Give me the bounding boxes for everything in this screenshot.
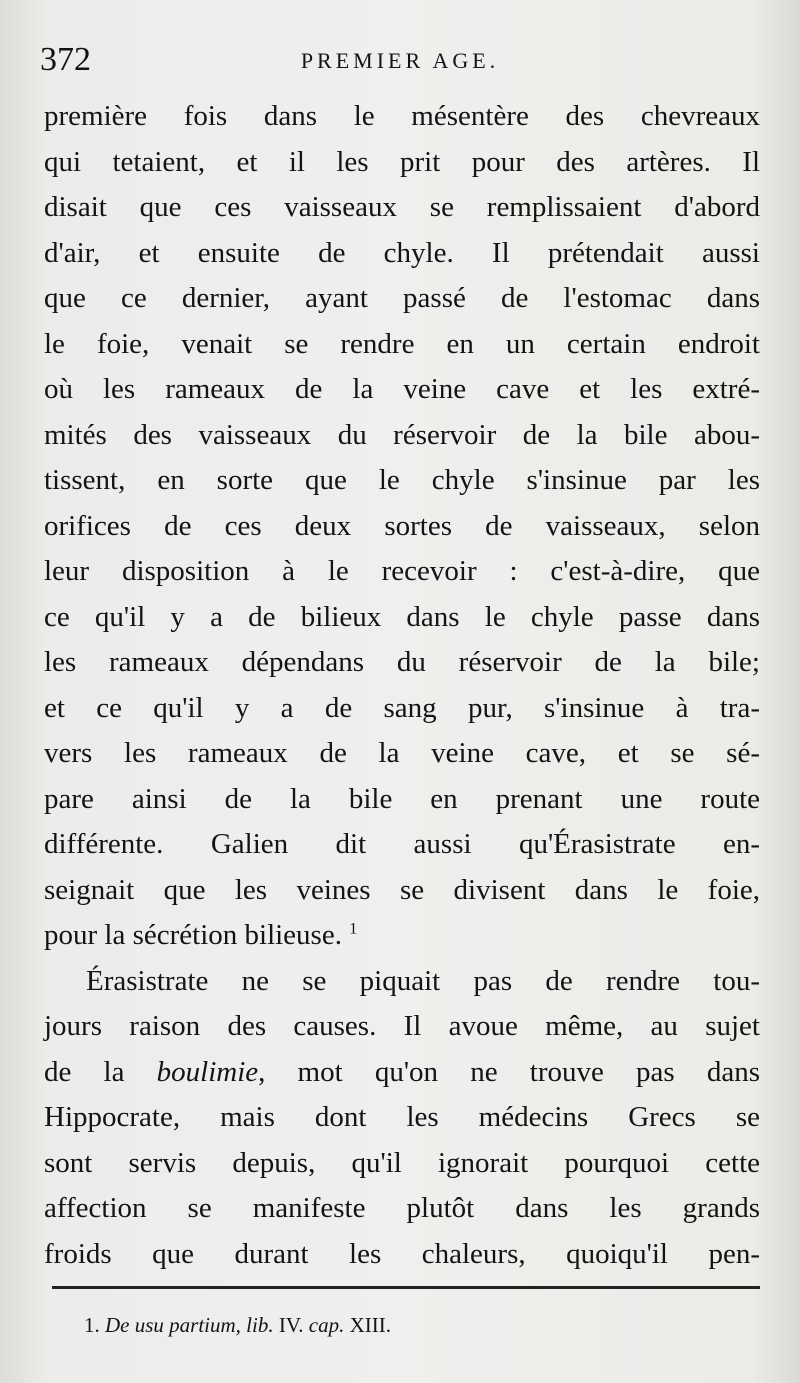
text-line: mités des vaisseaux du réservoir de la bile abou-: [44, 418, 760, 451]
footnote-chapter: XIII.: [349, 1313, 392, 1337]
text-line: Hippocrate, mais dont les médecins Grecs se: [44, 1101, 760, 1133]
paragraph-first-line: Érasistrate ne se piquait pas de rendre tou-: [86, 964, 760, 997]
text-line: que ce dernier, ayant passé de l'estomac dans: [44, 282, 760, 314]
text-line: différente. Galien dit aussi qu'Érasistrate en-: [44, 828, 760, 860]
footnote-source: De usu partium, lib.: [105, 1313, 274, 1337]
footnote-divider: [52, 1286, 760, 1289]
text-line: leur disposition à le recevoir : c'est-à-dire, que: [44, 555, 760, 587]
text-segment: , mot qu'on ne trouve pas dans: [258, 1055, 760, 1088]
footnote-number: 1.: [84, 1313, 100, 1337]
text-line: jours raison des causes. Il avoue même, au sujet: [44, 1010, 760, 1042]
text-segment: de la: [44, 1055, 157, 1088]
text-line: vers les rameaux de la veine cave, et se sé-: [44, 737, 760, 769]
footnote-chapter-label: cap.: [308, 1313, 345, 1337]
text-line: sont servis depuis, qu'il ignorait pourquoi cette: [44, 1146, 760, 1179]
text-line: le foie, venait se rendre en un certain endroit: [44, 327, 760, 360]
page-number: 372: [40, 41, 91, 78]
running-title: PREMIER AGE.: [300, 48, 500, 73]
text-line: qui tetaient, et il les prit pour des artères. Il: [44, 145, 760, 178]
text-line: où les rameaux de la veine cave et les extré-: [44, 373, 760, 405]
text-line: [44, 1050, 760, 1096]
text-line-last: [44, 913, 760, 959]
text-line: orifices de ces deux sortes de vaisseaux, selon: [44, 509, 760, 542]
running-head: [40, 40, 760, 84]
text-line: disait que ces vaisseaux se remplissaient d'abord: [44, 191, 760, 223]
text-line: affection se manifeste plutôt dans les grands: [44, 1192, 760, 1224]
text-line: les rameaux dépendans du réservoir de la bile;: [44, 646, 760, 678]
text-line: d'air, et ensuite de chyle. Il prétendait aussi: [44, 236, 760, 269]
text-line: tissent, en sorte que le chyle s'insinue par les: [44, 464, 760, 496]
text-line-content: pour la sécrétion bilieuse.: [44, 919, 342, 951]
text-line: froids que durant les chaleurs, quoiqu'il pen-: [44, 1237, 760, 1270]
italic-term: boulimie: [156, 1055, 259, 1088]
text-line: première fois dans le mésentère des chevreaux: [44, 100, 760, 132]
text-line: ce qu'il y a de bilieux dans le chyle passe dans: [44, 600, 760, 633]
footnote: [84, 1310, 724, 1340]
footnote-reference: 1: [349, 920, 358, 938]
text-line: seignait que les veines se divisent dans le foie,: [44, 873, 760, 906]
text-line: pare ainsi de la bile en prenant une route: [44, 782, 760, 815]
text-line: et ce qu'il y a de sang pur, s'insinue à tra-: [44, 691, 760, 724]
footnote-book: IV.: [278, 1313, 304, 1337]
body-text: [44, 94, 760, 1277]
